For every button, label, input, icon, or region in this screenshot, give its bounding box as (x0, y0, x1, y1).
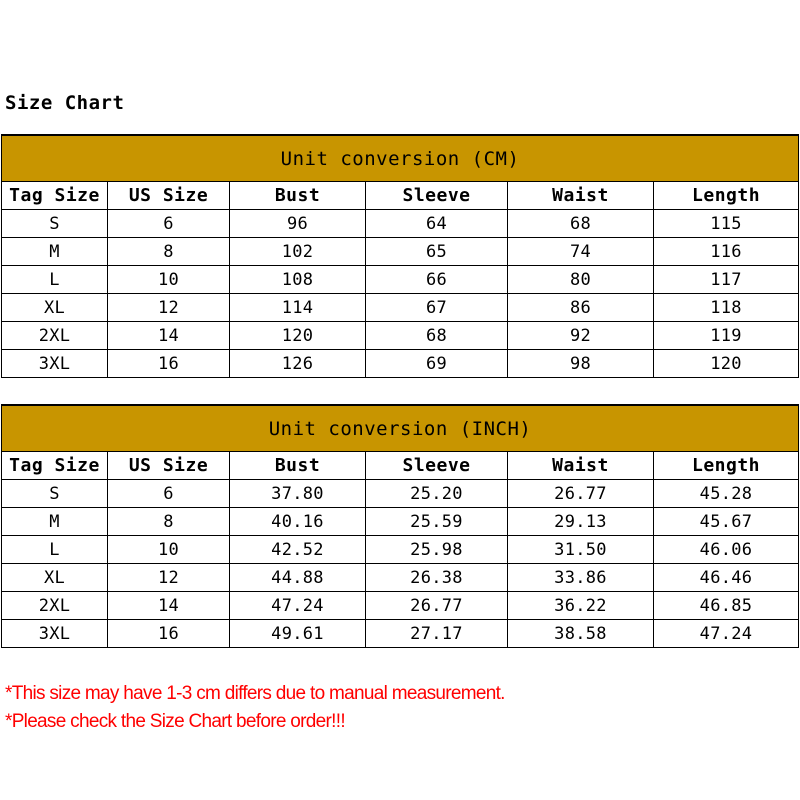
table-cell: 47.24 (230, 592, 366, 620)
table-cell: 26.77 (508, 480, 654, 508)
table-cell: 64 (366, 210, 508, 238)
table-row (2, 350, 799, 378)
table-cell: 2XL (2, 322, 108, 350)
notes (5, 680, 505, 736)
table-caption: Unit conversion (CM) (2, 135, 799, 182)
table-cell: 46.06 (654, 536, 799, 564)
table-cell: 68 (366, 322, 508, 350)
table-cell: 108 (230, 266, 366, 294)
note-line: *This size may have 1-3 cm differs due to manual measurement. (5, 683, 505, 704)
table-cell: 126 (230, 350, 366, 378)
table-cell: 42.52 (230, 536, 366, 564)
table-cell: 12 (108, 294, 230, 322)
table-cell: 31.50 (508, 536, 654, 564)
table-cell: L (2, 536, 108, 564)
column-header-sleeve: Sleeve (366, 452, 508, 480)
table-cell: 116 (654, 238, 799, 266)
table-cell: 115 (654, 210, 799, 238)
table-body (2, 210, 799, 378)
table-cell: 33.86 (508, 564, 654, 592)
table-row (2, 322, 799, 350)
table-row (2, 536, 799, 564)
table-row (2, 620, 799, 648)
table-cell: 47.24 (654, 620, 799, 648)
table-cell: 117 (654, 266, 799, 294)
table-cell: 25.59 (366, 508, 508, 536)
column-header-length: Length (654, 452, 799, 480)
table-cell: 46.46 (654, 564, 799, 592)
table-cell: 119 (654, 322, 799, 350)
column-header-us-size: US Size (108, 182, 230, 210)
column-header-bust: Bust (230, 182, 366, 210)
table-cell: 68 (508, 210, 654, 238)
table-cell: 6 (108, 210, 230, 238)
table-cell: 16 (108, 350, 230, 378)
table-cell: 69 (366, 350, 508, 378)
table-row (2, 480, 799, 508)
table-cell: 102 (230, 238, 366, 266)
table-cell: 65 (366, 238, 508, 266)
table-cell: 120 (654, 350, 799, 378)
table-cell: M (2, 508, 108, 536)
note-line: *Please check the Size Chart before order!!! (5, 711, 345, 732)
table-row (2, 266, 799, 294)
table-cell: 40.16 (230, 508, 366, 536)
table-cell: 14 (108, 322, 230, 350)
table-cell: 25.98 (366, 536, 508, 564)
table-cell: 92 (508, 322, 654, 350)
table-cell: 8 (108, 508, 230, 536)
table-cell: 10 (108, 536, 230, 564)
table-cell: 12 (108, 564, 230, 592)
table-cell: 8 (108, 238, 230, 266)
table-cell: M (2, 238, 108, 266)
column-header-length: Length (654, 182, 799, 210)
column-header-tag-size: Tag Size (2, 452, 108, 480)
column-header-us-size: US Size (108, 452, 230, 480)
table-row (2, 508, 799, 536)
table-row (2, 294, 799, 322)
table-cell: 10 (108, 266, 230, 294)
column-header-sleeve: Sleeve (366, 182, 508, 210)
table-row (2, 564, 799, 592)
table-cell: 118 (654, 294, 799, 322)
table-cell: 45.28 (654, 480, 799, 508)
column-header-tag-size: Tag Size (2, 182, 108, 210)
table-cell: S (2, 480, 108, 508)
table-cell: 45.67 (654, 508, 799, 536)
table-cell: 66 (366, 266, 508, 294)
table-cell: S (2, 210, 108, 238)
table-row (2, 592, 799, 620)
table-cell: L (2, 266, 108, 294)
size-table-inch (1, 404, 799, 648)
table-cell: 27.17 (366, 620, 508, 648)
table-caption: Unit conversion (INCH) (2, 405, 799, 452)
table-cell: 80 (508, 266, 654, 294)
table-cell: 74 (508, 238, 654, 266)
table-cell: 2XL (2, 592, 108, 620)
table-row (2, 210, 799, 238)
table-row (2, 238, 799, 266)
table-cell: 3XL (2, 350, 108, 378)
table-cell: 26.77 (366, 592, 508, 620)
table-cell: 49.61 (230, 620, 366, 648)
table-cell: 37.80 (230, 480, 366, 508)
page-title: Size Chart (5, 92, 125, 114)
table-cell: 98 (508, 350, 654, 378)
table-cell: 14 (108, 592, 230, 620)
table-cell: 44.88 (230, 564, 366, 592)
table-cell: 36.22 (508, 592, 654, 620)
size-table-cm (1, 134, 799, 378)
column-header-waist: Waist (508, 182, 654, 210)
table-cell: 46.85 (654, 592, 799, 620)
table-cell: 26.38 (366, 564, 508, 592)
table-cell: 3XL (2, 620, 108, 648)
table-cell: 16 (108, 620, 230, 648)
table-cell: XL (2, 564, 108, 592)
table-cell: 96 (230, 210, 366, 238)
table-cell: 120 (230, 322, 366, 350)
table-cell: 25.20 (366, 480, 508, 508)
table-body (2, 480, 799, 648)
table-cell: 6 (108, 480, 230, 508)
table-cell: 38.58 (508, 620, 654, 648)
table-cell: XL (2, 294, 108, 322)
column-header-bust: Bust (230, 452, 366, 480)
table-cell: 86 (508, 294, 654, 322)
column-header-waist: Waist (508, 452, 654, 480)
table-cell: 29.13 (508, 508, 654, 536)
table-cell: 67 (366, 294, 508, 322)
table-cell: 114 (230, 294, 366, 322)
